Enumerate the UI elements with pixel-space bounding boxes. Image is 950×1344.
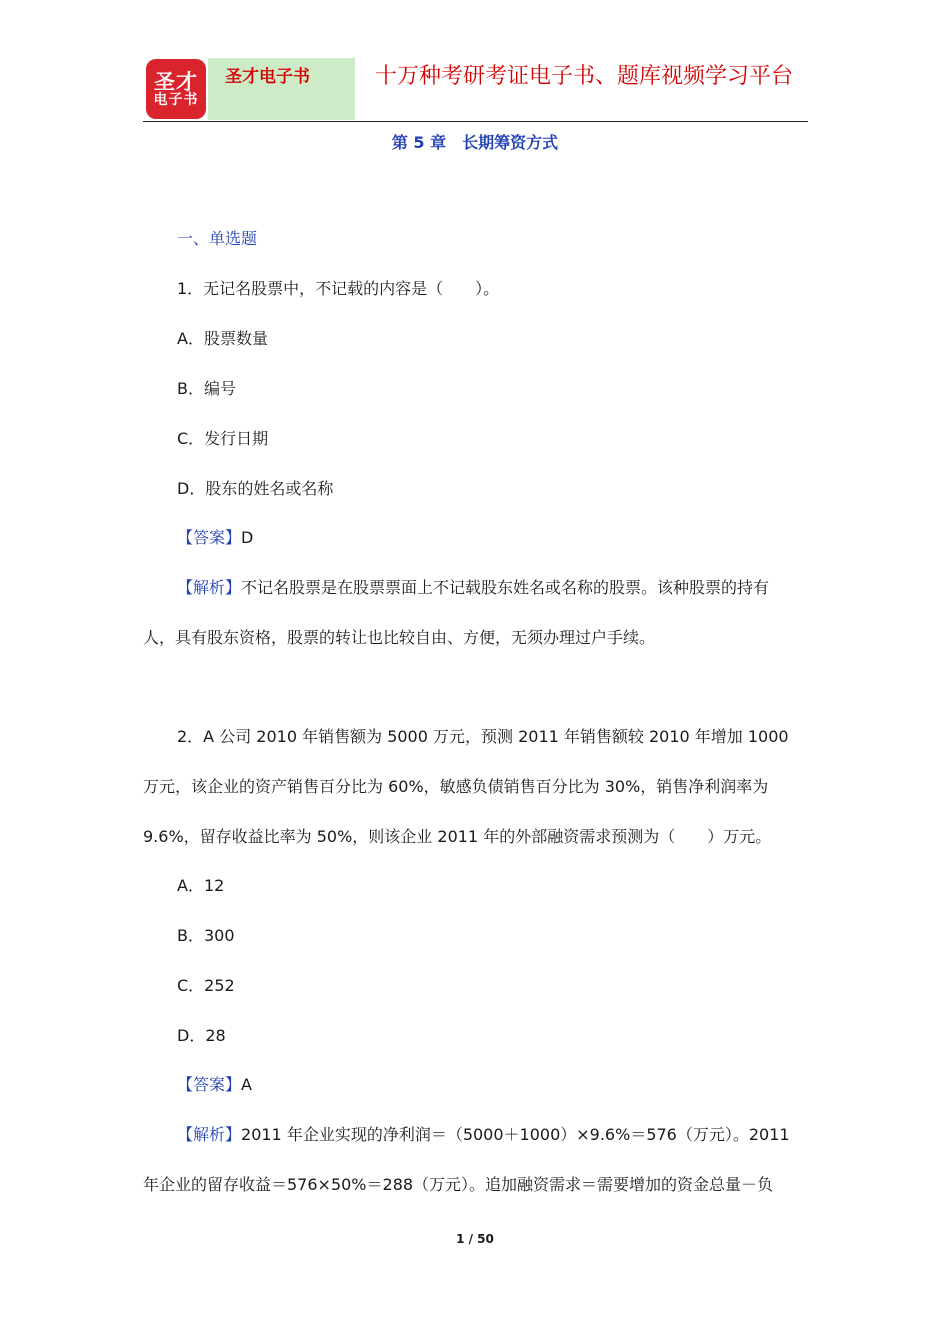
q2-stem-line1: 2．A 公司 2010 年销售额为 5000 万元，预测 2011 年销售额较 2010 年增加 1000 [177, 727, 789, 746]
q2-option-d: D．28 [177, 1026, 226, 1045]
analysis-tag: 【解析】 [177, 578, 242, 597]
page-number: 1 / 50 [456, 1232, 494, 1246]
section-title: 一、单选题 [177, 229, 258, 248]
header-slogan: 十万种考研考证电子书、题库视频学习平台 [375, 64, 794, 89]
q2-option-b: B．300 [177, 926, 235, 945]
analysis-tag: 【解析】 [177, 1125, 242, 1144]
q2-analysis-line1 [177, 1125, 790, 1145]
logo-text-line2: 电子书 [153, 91, 199, 108]
q1-option-b: B．编号 [177, 379, 236, 398]
q2-analysis-line2: 年企业的留存收益＝576×50%＝288（万元）。追加融资需求＝需要增加的资金总量－负 [143, 1175, 774, 1194]
answer-tag: 【答案】 [177, 1075, 242, 1094]
q1-answer [177, 528, 253, 548]
q2-answer [177, 1075, 252, 1095]
q2-stem-line2: 万元，该企业的资产销售百分比为 60%，敏感负债销售百分比为 30%，销售净利润率为 [143, 777, 769, 796]
logo-text-line1: 圣才 [154, 69, 198, 94]
q1-analysis-line1 [177, 578, 769, 598]
analysis-text: 不记名股票是在股票票面上不记载股东姓名或名称的股票。该种股票的持有 [241, 578, 770, 597]
q2-option-c: C．252 [177, 976, 235, 995]
chapter-title: 第 5 章 长期筹资方式 [391, 133, 559, 152]
q1-analysis-line2: 人，具有股东资格，股票的转让也比较自由、方便，无须办理过户手续。 [143, 628, 656, 647]
q1-option-d: D．股东的姓名或名称 [177, 479, 334, 498]
brand-name: 圣才电子书 [225, 67, 310, 87]
q1-option-a: A．股票数量 [177, 329, 268, 348]
q1-option-c: C．发行日期 [177, 429, 269, 448]
q2-option-a: A．12 [177, 876, 225, 895]
answer-value: A [241, 1075, 252, 1094]
brand-logo [146, 59, 206, 119]
answer-value: D [241, 528, 254, 547]
analysis-text: 2011 年企业实现的净利润＝（5000＋1000）×9.6%＝576（万元）。2011 [241, 1125, 790, 1144]
q2-stem-line3: 9.6%，留存收益比率为 50%，则该企业 2011 年的外部融资需求预测为（ ）万元。 [143, 827, 772, 846]
q1-stem: 1．无记名股票中，不记载的内容是（ ）。 [177, 279, 500, 298]
answer-tag: 【答案】 [177, 528, 242, 547]
header-divider [143, 121, 808, 122]
